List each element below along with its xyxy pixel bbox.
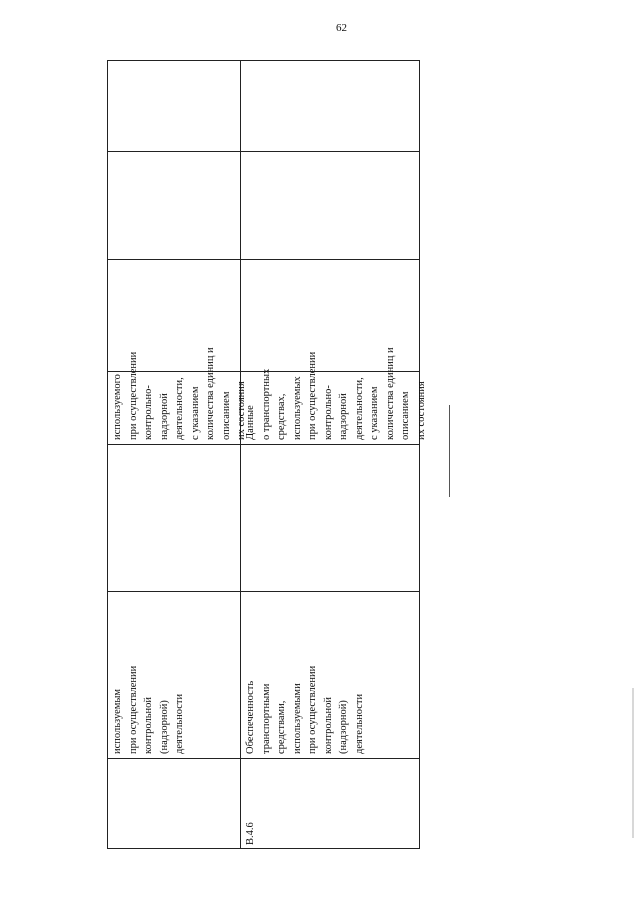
row2-name-text: Обеспеченность транспортными средствами, используемыми при осуществлении контрольной (надзорной) деятельности bbox=[245, 665, 365, 754]
row1-empty-cell bbox=[108, 444, 240, 591]
page-number: 62 bbox=[336, 22, 347, 34]
row1-name-text: используемым при осуществлении контрольной (надзорной) деятельности bbox=[112, 665, 185, 754]
row2-data-cell bbox=[241, 151, 427, 444]
row1-data-text: используемого при осуществлении контрольно- надзорной деятельности, с указанием количества единиц и описанием их состояния bbox=[112, 347, 247, 440]
divider-line bbox=[449, 405, 450, 497]
row2-extra-cell bbox=[241, 61, 419, 151]
row1-code-cell bbox=[108, 758, 240, 849]
row1-name-cell bbox=[108, 591, 240, 758]
row2-code-cell bbox=[241, 758, 419, 849]
row1-data-cell bbox=[108, 151, 247, 444]
scan-edge-mark bbox=[632, 688, 634, 838]
row2-data-text: Данные о транспортных средствах, используемых при осуществлении контрольно- надзорной деятельности, с указанием количества единиц и описанием их состояния bbox=[245, 347, 427, 440]
row2-name-cell bbox=[241, 591, 419, 758]
row2-empty-cell bbox=[241, 444, 419, 591]
rotated-table bbox=[107, 60, 427, 849]
row1-extra-cell bbox=[108, 61, 240, 151]
row2-code: В.4.6 bbox=[245, 822, 256, 845]
